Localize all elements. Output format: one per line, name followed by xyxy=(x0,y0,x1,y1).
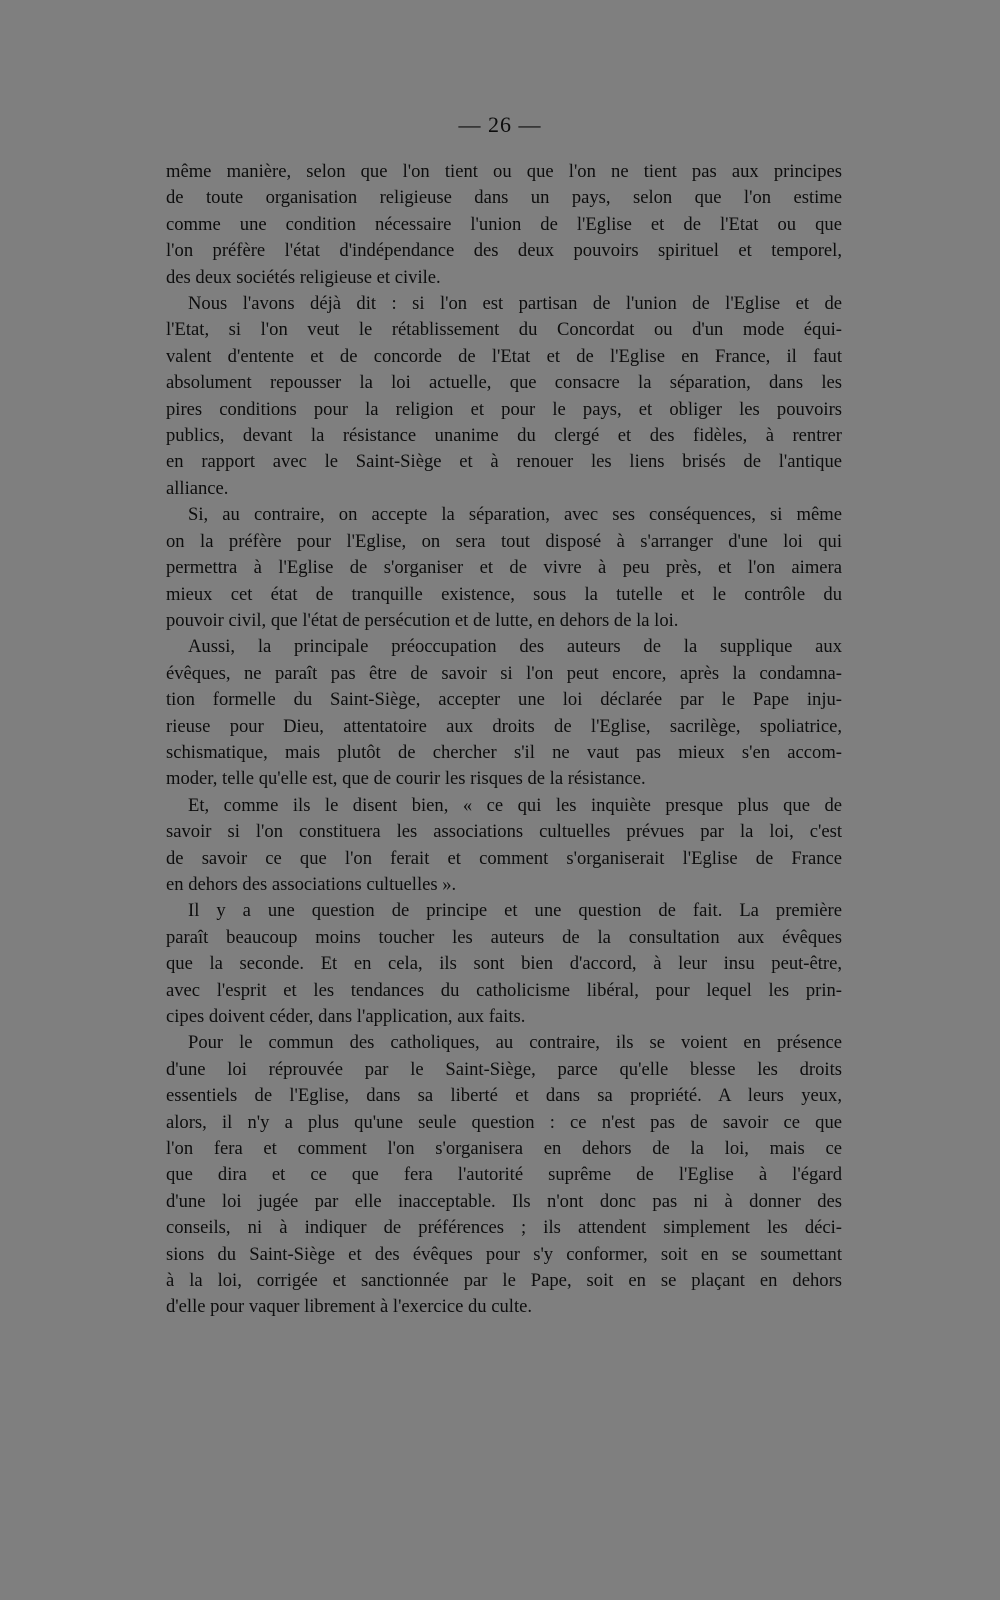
text-line: l'Etat, si l'on veut le rétablissement du Concordat ou d'un mode équi- xyxy=(166,319,842,341)
text-line: de savoir ce que l'on ferait et comment s'organiserait l'Eglise de France xyxy=(166,847,842,869)
text-line: permettra à l'Eglise de s'organiser et de vivre à peu près, et l'on aimera xyxy=(166,557,842,579)
paragraph xyxy=(166,502,842,634)
text-line: d'une loi réprouvée par le Saint-Siège, parce qu'elle blesse les droits xyxy=(166,1058,842,1080)
paragraph xyxy=(166,291,842,502)
text-line: de toute organisation religieuse dans un pays, selon que l'on estime xyxy=(166,187,842,209)
text-line: mieux cet état de tranquille existence, sous la tutelle et le contrôle du xyxy=(166,583,842,605)
text-line: que dira et ce que fera l'autorité suprême de l'Eglise à l'égard xyxy=(166,1164,842,1186)
text-line: Et, comme ils le disent bien, « ce qui les inquiète presque plus que de xyxy=(188,794,842,816)
text-line: tion formelle du Saint-Siège, accepter une loi déclarée par le Pape inju- xyxy=(166,689,842,711)
text-line: pires conditions pour la religion et pour le pays, et obliger les pouvoirs xyxy=(166,398,842,420)
text-line: sions du Saint-Siège et des évêques pour s'y conformer, soit en se soumettant xyxy=(166,1243,842,1265)
text-line: l'on fera et comment l'on s'organisera en dehors de la loi, mais ce xyxy=(166,1138,842,1160)
text-line: avec l'esprit et les tendances du catholicisme libéral, pour lequel les prin- xyxy=(166,979,842,1001)
text-line: pouvoir civil, que l'état de persécution et de lutte, en dehors de la loi. xyxy=(166,609,679,631)
text-line: savoir si l'on constituera les associations cultuelles prévues par la loi, c'est xyxy=(166,821,842,843)
text-line: d'une loi jugée par elle inacceptable. Ils n'ont donc pas ni à donner des xyxy=(166,1190,842,1212)
text-line: on la préfère pour l'Eglise, on sera tout disposé à s'arranger d'une loi qui xyxy=(166,530,842,552)
text-line: paraît beaucoup moins toucher les auteurs de la consultation aux évêques xyxy=(166,926,842,948)
text-line: essentiels de l'Eglise, dans sa liberté et dans sa propriété. A leurs yeux, xyxy=(166,1085,842,1107)
text-line: absolument repousser la loi actuelle, que consacre la séparation, dans les xyxy=(166,372,842,394)
text-line: en dehors des associations cultuelles ». xyxy=(166,873,457,895)
text-line: Aussi, la principale préoccupation des auteurs de la supplique aux xyxy=(188,636,842,658)
text-line: l'on préfère l'état d'indépendance des deux pouvoirs spirituel et temporel, xyxy=(166,240,842,262)
text-line: moder, telle qu'elle est, que de courir les risques de la résistance. xyxy=(166,768,646,790)
text-line: rieuse pour Dieu, attentatoire aux droits de l'Eglise, sacrilège, spoliatrice, xyxy=(166,715,842,737)
text-line: publics, devant la résistance unanime du clergé et des fidèles, à rentrer xyxy=(166,425,842,447)
text-line: Nous l'avons déjà dit : si l'on est partisan de l'union de l'Eglise et de xyxy=(188,293,842,315)
paragraph xyxy=(166,793,842,899)
text-line: cipes doivent céder, dans l'application, aux faits. xyxy=(166,1006,526,1027)
paragraph xyxy=(166,634,842,792)
text-line: Il y a une question de principe et une question de fait. La première xyxy=(188,900,842,922)
text-line: schismatique, mais plutôt de chercher s'il ne vaut pas mieux s'en accom- xyxy=(166,741,842,763)
body-text xyxy=(166,159,842,1321)
text-line: comme une condition nécessaire l'union de l'Eglise et de l'Etat ou que xyxy=(166,213,842,235)
text-line: même manière, selon que l'on tient ou que l'on ne tient pas aux principes xyxy=(166,161,842,182)
text-line: conseils, ni à indiquer de préférences ; ils attendent simplement les déci- xyxy=(166,1217,842,1239)
text-line: valent d'entente et de concorde de l'Etat et de l'Eglise en France, il faut xyxy=(166,345,842,367)
paragraph xyxy=(166,898,842,1030)
text-line: d'elle pour vaquer librement à l'exercice du culte. xyxy=(166,1296,533,1318)
text-line: que la seconde. Et en cela, ils sont bien d'accord, à leur insu peut-être, xyxy=(166,953,842,975)
text-line: alliance. xyxy=(166,477,229,499)
text-line: à la loi, corrigée et sanctionnée par le Pape, soit en se plaçant en dehors xyxy=(166,1270,842,1292)
paragraph xyxy=(166,159,842,291)
text-line: Pour le commun des catholiques, au contraire, ils se voient en présence xyxy=(188,1032,842,1054)
text-line: Si, au contraire, on accepte la séparation, avec ses conséquences, si même xyxy=(188,504,842,526)
text-line: des deux sociétés religieuse et civile. xyxy=(166,266,441,288)
paragraph xyxy=(166,1030,842,1320)
text-line: évêques, ne paraît pas être de savoir si l'on peut encore, après la condamna- xyxy=(166,662,842,684)
text-line: alors, il n'y a plus qu'une seule question : ce n'est pas de savoir ce que xyxy=(166,1111,842,1133)
text-line: en rapport avec le Saint-Siège et à renouer les liens brisés de l'antique xyxy=(166,451,842,473)
page-number: — 26 — xyxy=(458,112,542,137)
